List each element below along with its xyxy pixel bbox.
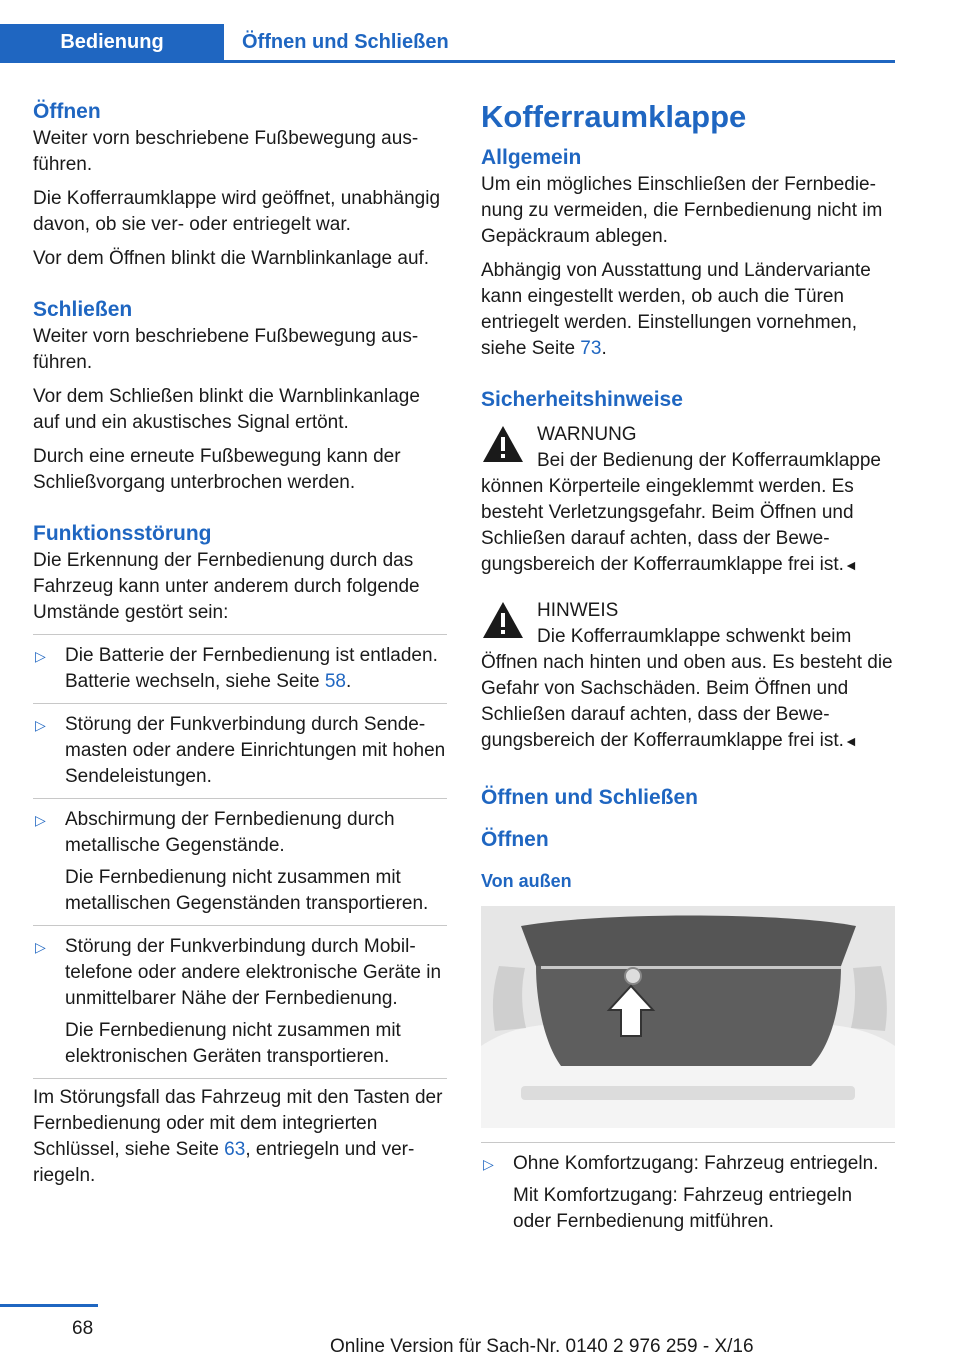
warning-text: Bei der Bedienung der Kofferraumklappe können Körperteile eingeklemmt werden. Es besteht Verletzungsgefahr. Beim Öffnen und Schließen darauf achten, dass der Bewegungsbereich der Kofferraumklappe frei ist.◄ bbox=[481, 450, 881, 575]
page-header bbox=[0, 0, 895, 62]
list-item: ▷ Störung der Funkverbindung durch Mobiltelefone oder andere elektronische Geräte in unmittelbarer Nähe der Fernbedienung. Die Fernbedienung nicht zusammen mit elektronischen Geräten transportieren. bbox=[35, 936, 442, 1067]
paragraph: Im Störungsfall das Fahrzeug mit den Tasten der Fernbedienung oder mit dem integrierten Schlüssel, siehe Seite 63, entriegeln und verriegeln. bbox=[33, 1078, 447, 1189]
heading-allgemein: Allgemein bbox=[481, 146, 582, 169]
paragraph: Weiter vorn beschriebene Fußbewegung ausführen. bbox=[33, 128, 419, 175]
triangle-bullet-icon: ▷ bbox=[35, 939, 46, 955]
warning-label: WARNUNG bbox=[537, 424, 637, 445]
triangle-bullet-icon: ▷ bbox=[483, 1156, 494, 1172]
paragraph: Die Erkennung der Fernbedienung durch das Fahrzeug kann unter anderem durch folgende Umstände gestört sein: bbox=[33, 550, 420, 623]
warning-block bbox=[481, 422, 895, 578]
list-item: ▷ Ohne Komfortzugang: Fahrzeug entriegeln. Mit Komfortzugang: Fahrzeug entriegeln oder Fernbedienung mitführen. bbox=[481, 1142, 895, 1243]
tab-oeffnen-schliessen[interactable]: Öffnen und Schließen bbox=[224, 24, 449, 60]
left-column bbox=[33, 98, 447, 1197]
heading-oeffnen-schliessen: Öffnen und Schließen bbox=[481, 786, 699, 809]
notice-text: Die Kofferraumklappe schwenkt beim Öffnen nach hinten und oben aus. Es besteht die Gefahr von Sachschäden. Beim Öffnen und Schließen darauf achten, dass der Bewegungsbereich der Kofferraumklappe frei ist.◄ bbox=[481, 626, 893, 751]
paragraph: Die Kofferraumklappe wird geöffnet, unabhängig davon, ob sie ver- oder entriegelt war. bbox=[33, 188, 441, 235]
warning-triangle-icon bbox=[481, 424, 525, 464]
triangle-bullet-icon: ▷ bbox=[35, 717, 46, 733]
disturbance-list bbox=[33, 634, 447, 1078]
end-mark: ◄ bbox=[843, 733, 858, 749]
footer-divider bbox=[0, 1304, 98, 1307]
heading-sicherheitshinweise: Sicherheitshinweise bbox=[481, 388, 683, 411]
triangle-bullet-icon: ▷ bbox=[35, 648, 46, 664]
page-number: 68 bbox=[72, 1318, 94, 1339]
paragraph: Durch eine erneute Fußbewegung kann der Schließvorgang unterbrochen werden. bbox=[33, 446, 401, 493]
page-link-58[interactable]: 58 bbox=[324, 671, 346, 692]
notice-block bbox=[481, 598, 895, 754]
trunk-lid-illustration bbox=[481, 906, 895, 1128]
paragraph: Weiter vorn beschriebene Fußbewegung ausführen. bbox=[33, 326, 419, 373]
heading-kofferraumklappe: Kofferraumklappe bbox=[481, 99, 747, 134]
list-item: ▷ Abschirmung der Fernbedienung durch metallische Gegenstände. Die Fernbedienung nicht zusammen mit metallischen Gegenständen transportieren. bbox=[33, 799, 447, 926]
footer-version: Online Version für Sach-Nr. 0140 2 976 259 - X/16 bbox=[330, 1336, 754, 1357]
tab-bedienung[interactable]: Bedienung bbox=[0, 24, 224, 60]
heading-oeffnen-sub: Öffnen bbox=[481, 828, 549, 851]
heading-schliessen: Schließen bbox=[33, 298, 133, 321]
paragraph: Um ein mögliches Einschließen der Fernbedienung zu vermeiden, die Fernbedienung nicht im Gepäckraum ablegen. bbox=[481, 174, 883, 247]
triangle-bullet-icon: ▷ bbox=[35, 812, 46, 828]
paragraph: Abhängig von Ausstattung und Ländervariante kann eingestellt werden, ob auch die Türen entriegelt werden. Einstellungen vornehmen, siehe Seite 73. bbox=[481, 260, 871, 359]
right-column bbox=[481, 98, 895, 1243]
paragraph: Vor dem Schließen blinkt die Warnblinkanlage auf und ein akustisches Signal ertönt. bbox=[33, 386, 420, 433]
paragraph: Vor dem Öffnen blinkt die Warnblinkanlage auf. bbox=[33, 248, 430, 269]
trunk-car-image bbox=[481, 906, 895, 1128]
heading-oeffnen: Öffnen bbox=[33, 100, 101, 123]
list-item: ▷ Störung der Funkverbindung durch Sendemasten oder andere Einrichtungen mit hohen Sendeleistungen. bbox=[33, 704, 447, 799]
notice-triangle-icon bbox=[481, 600, 525, 640]
page-link-63[interactable]: 63 bbox=[224, 1139, 246, 1160]
notice-label: HINWEIS bbox=[537, 600, 619, 621]
open-list bbox=[481, 1142, 895, 1243]
heading-von-aussen: Von außen bbox=[481, 871, 572, 891]
heading-funktionsstoerung: Funktionsstörung bbox=[33, 522, 212, 545]
header-divider bbox=[0, 60, 895, 63]
page-link-73[interactable]: 73 bbox=[580, 338, 602, 359]
list-item: ▷ Die Batterie der Fernbedienung ist entladen. Batterie wechseln, siehe Seite 58. bbox=[33, 634, 447, 704]
end-mark: ◄ bbox=[843, 557, 858, 573]
